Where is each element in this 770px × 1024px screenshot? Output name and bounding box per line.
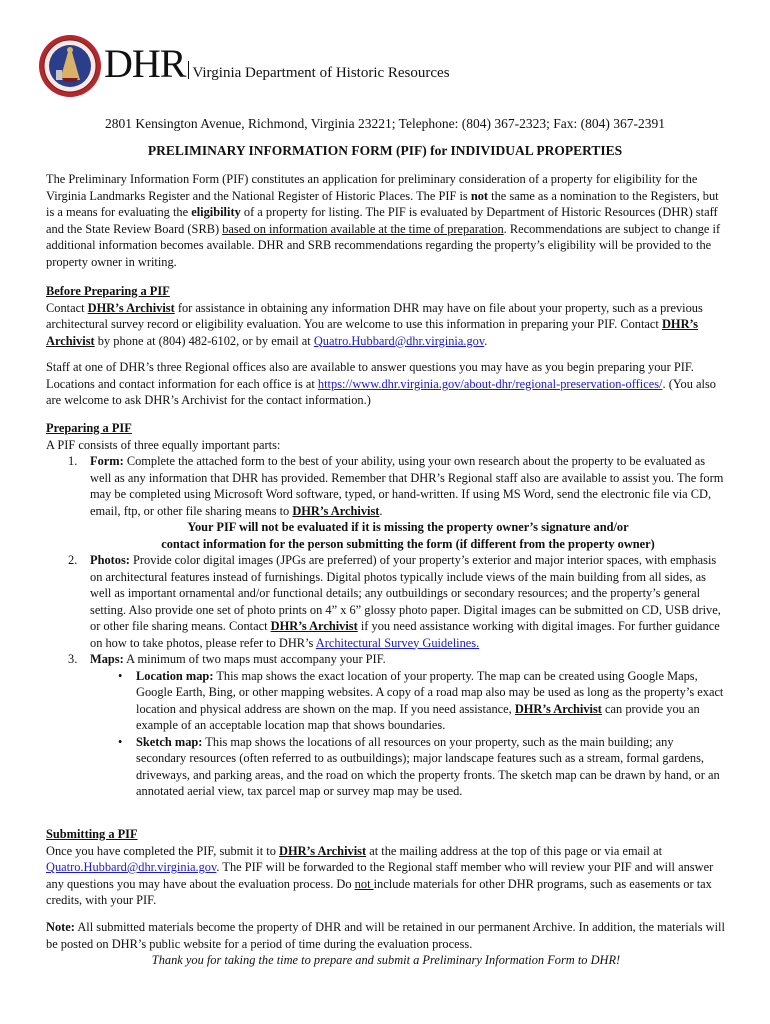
item-text: . (379, 503, 383, 518)
item-label: Sketch map: (136, 734, 203, 749)
virginia-seal-icon (38, 34, 102, 98)
parts-list (46, 453, 726, 668)
item-text: Complete the attached form to the best of your ability, using your own research about the property to be evaluated as well as any information that DHR has provided. Remember that DHR’s Regional staff also are available to assist you. The form may be completed using Microsoft Word software, typed, or hand-written. If using MS Word, send the electronic file via CD, email, ftp, or other file sharing means to (90, 454, 724, 518)
archivist-label: DHR’s Archivist (87, 300, 175, 315)
item-label: Form: (90, 454, 124, 468)
dhr-logo (104, 41, 450, 86)
list-item-location-map (46, 668, 726, 734)
submitting-heading: Submitting a PIF (46, 827, 138, 841)
item-text: This map shows the locations of all resources on your property, such as the main building; any secondary resources (often referred to as outbuildings); major landscape features such as a stream, formal gardens, driveways, and parking areas, and the road on which the property fronts. The sketch map can be drawn by hand, or an annotated aerial view, tax parcel map or survey map may be used. (136, 734, 720, 798)
before-text-a: Contact (46, 300, 88, 315)
regional-text-b: . (You also are welcome to ask DHR’s Archivist for the contact information.) (46, 376, 716, 407)
logo-divider (188, 61, 189, 79)
intro-paragraph (46, 171, 726, 270)
before-text-c: by phone at (804) 482-6102, or by email at (94, 333, 314, 348)
archivist-label: DHR’s Archivist (514, 701, 602, 716)
list-item-maps (46, 651, 726, 668)
regional-text-a: Staff at one of DHR’s three Regional offices also are available to answer questions you may have as you begin preparing your PIF. Locations and contact information for each office is at (46, 360, 694, 391)
list-item-form (46, 453, 726, 519)
bullet-icon: • (118, 734, 123, 749)
org-address: 2801 Kensington Avenue, Richmond, Virginia 23221; Telephone: (804) 367-2323; Fax: (804) 367-2391 (104, 116, 666, 131)
archivist-email-link[interactable]: Quatro.Hubbard@dhr.virginia.gov (46, 860, 217, 874)
item-label: Photos: (90, 553, 130, 567)
intro-text-c: of a property for listing. The PIF is evaluated by Department of Historic Resources (DHR) staff and the State Review Board (SRB) (46, 205, 718, 236)
submit-text-b: at the mailing address at the top of this page or via email at (366, 843, 663, 858)
org-name: Virginia Department of Historic Resources (192, 65, 450, 81)
intro-text-d: . Recommendations are subject to change if additional information becomes available. DHR and SRB recommendations regarding the property’s eligibility will be provided to the property owner in writing. (46, 221, 721, 269)
item-text: if you need assistance working with digital images. For further guidance on how to take photos, please refer to DHR’s (90, 619, 720, 650)
intro-text-b: the same as a nomination to the Registers, but is a means for evaluating the (46, 188, 719, 219)
preparing-section (46, 420, 726, 800)
survey-guidelines-link[interactable]: Architectural Survey Guidelines. (315, 635, 480, 650)
archivist-email-link[interactable]: Quatro.Hubbard@dhr.virginia.gov (313, 333, 485, 348)
before-text-b: for assistance in obtaining any information DHR may have on file about your property, such as a previous architectural survey record or eligibility evaluation. You are welcome to use this information in preparing your PIF. Contact (46, 300, 703, 331)
item-text: This map shows the exact location of your property. The map can be created using Google Maps, Google Earth, Bing, or other mapping websites. A copy of a road map also may be used as long as the property’s exact location and physical address are shown on the map. If you need assistance, (136, 668, 724, 716)
preparing-heading: Preparing a PIF (46, 421, 132, 435)
archivist-label: DHR’s Archivist (270, 619, 358, 633)
submit-text-d: include materials for other DHR programs, such as easements or tax credits, with your PIF. (46, 876, 712, 907)
submitting-section (46, 826, 726, 909)
item-label: Location map: (136, 668, 214, 683)
intro-eligibility: eligibility (191, 205, 241, 219)
intro-underlined: based on information available at the time of preparation (222, 221, 504, 236)
archivist-label: DHR’s Archivist (292, 503, 380, 518)
note-text: All submitted materials become the property of DHR and will be retained in our permanent Archive. In addition, the materials will be posted on DHR’s public website for a period of time during the evaluation process. (46, 920, 725, 951)
list-item-sketch-map (46, 734, 726, 800)
submit-text-c: . The PIF will be forwarded to the Regional staff member who will review your PIF and will answer any questions you may have about the evaluation process. Do (46, 860, 714, 891)
list-number: 1. (68, 454, 78, 468)
archivist-label: DHR’s Archivist (46, 317, 699, 348)
preparing-intro: A PIF consists of three equally important parts: (46, 437, 281, 452)
before-text-d: . (484, 333, 488, 348)
submit-text-a: Once you have completed the PIF, submit it to (46, 843, 280, 858)
regional-offices-link[interactable]: https://www.dhr.virginia.gov/about-dhr/regional-preservation-offices/ (317, 376, 663, 391)
thank-you-line: Thank you for taking the time to prepare and submit a Preliminary Information Form to DHR! (151, 953, 621, 967)
bullet-icon: • (118, 668, 123, 683)
warning-line-1: Your PIF will not be evaluated if it is missing the property owner’s signature and/or (187, 520, 629, 534)
before-heading: Before Preparing a PIF (46, 284, 170, 298)
warning-line-2: contact information for the person submitting the form (if different from the property owner) (161, 536, 655, 551)
item-text: can provide you an example of an acceptable location map that shows boundaries. (136, 701, 700, 732)
note-section (46, 919, 726, 969)
item-text: Provide color digital images (JPGs are preferred) of your property’s exterior and major interior spaces, with emphasis on architectural features instead of furnishings. Digital photos typically include views of the main building from all sides, as well as important ornamental and/or functional details; any outbuildings or secondary resources; and the property’s general setting. Also provide one set of photo prints on 4” x 6” glossy photo paper. Digital images can be submitted on CD, USB drive, or other file sharing means. Contact (90, 553, 721, 633)
before-section (46, 283, 726, 409)
list-number: 2. (68, 553, 78, 567)
maps-list (46, 668, 726, 800)
item-label: Maps: (90, 652, 124, 666)
logo-text: DHR (104, 41, 186, 86)
submit-not: not (354, 876, 374, 891)
list-number: 3. (68, 652, 78, 666)
list-item-photos (46, 552, 726, 651)
intro-not: not (470, 188, 489, 203)
intro-text-a: The Preliminary Information Form (PIF) constitutes an application for preliminary consideration of a property for eligibility for the Virginia Landmarks Register and the National Register of Historic Places. The PIF is (46, 172, 698, 203)
signature-warning (46, 519, 726, 552)
archivist-label: DHR’s Archivist (279, 843, 367, 858)
note-label: Note: (46, 920, 75, 934)
form-title: PRELIMINARY INFORMATION FORM (PIF) for INDIVIDUAL PROPERTIES (147, 143, 623, 158)
item-text: A minimum of two maps must accompany your PIF. (123, 652, 386, 666)
